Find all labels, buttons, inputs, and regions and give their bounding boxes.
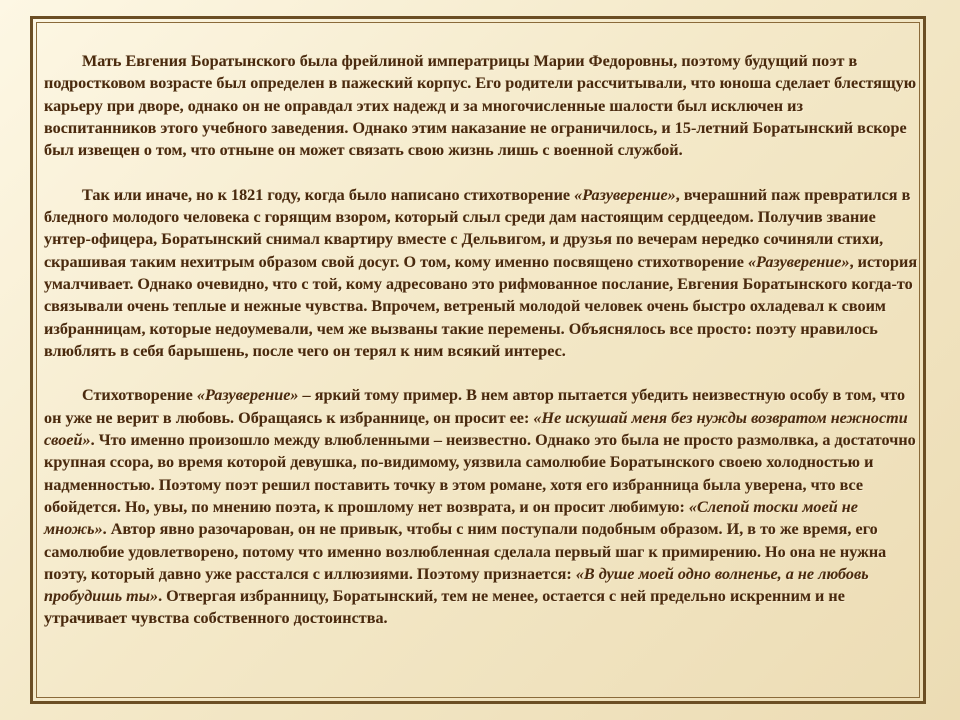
poem-title: «Разуверение» bbox=[747, 252, 850, 271]
poem-title: «Разуверение» bbox=[196, 386, 299, 405]
poem-quote: «Не искушай меня без нужды возвратом нежности своей» bbox=[44, 408, 908, 450]
poem-quote: «В душе моей одно волненье, а не любовь пробудишь ты» bbox=[44, 564, 869, 606]
poem-quote: «Слепой тоски моей не множь» bbox=[44, 497, 858, 539]
poem-title: «Разуверение» bbox=[574, 185, 676, 204]
paragraph-2 bbox=[44, 184, 918, 362]
text-run: Так или иначе, но к 1821 году, когда было написано стихотворение bbox=[82, 185, 575, 204]
text-run: , вчерашний паж превратился в бледного молодого человека с горящим взором, который слыл среди дам настоящим сердцеедом. Получив звание унтер-офицера, Боратынский снимал квартиру вместе с Дельвигом, и друзья по вечерам нередко сочиняли стихи, скрашивая таким нехитрым образом свой досуг. О том, кому именно посвящено стихотворение bbox=[44, 185, 911, 271]
text-run: Мать Евгения Боратынского была фрейлиной императрицы Марии Федоровны, поэтому будущий поэт в подростковом возрасте был определен в пажеский корпус. Его родители рассчитывали, что юноша сделает блестящую карьеру при дворе, однако он не оправдал этих надежд и за многочисленные шалости был исключен из воспитанников этого учебного заведения. Однако этим наказание не ограничилось, и 15-летний Боратынский вскоре был извещен о том, что отныне он может связать свою жизнь лишь с военной службой. bbox=[44, 52, 917, 160]
paragraph-1 bbox=[44, 50, 918, 161]
text-run: , история умалчивает. Однако очевидно, что с той, кому адресовано это рифмованное послание, Евгения Боратынского когда-то связывали очень теплые и нежные чувства. Впрочем, ветреный молодой человек очень быстро охладевал к своим избранницам, которые недоумевали, чем же вызваны такие перемены. Объяснялось все просто: поэту нравилось влюблять в себя барышень, после чего он терял к ним всякий интерес. bbox=[44, 252, 918, 360]
text-run: . Автор явно разочарован, он не привык, чтобы с ним поступали подобным образом. И, в то же время, его самолюбие удовлетворено, потому что именно возлюбленная сделала первый шаг к примирению. Но она не нужна поэту, который давно уже расстался с иллюзиями. Поэтому признается: bbox=[44, 520, 887, 583]
text-run: . Что именно произошло между влюбленными – неизвестно. Однако это была не просто размолвка, а достаточно крупная ссора, во время которой девушка, по-видимому, уязвила самолюбие Боратынского своею холодностью и надменностью. Поэтому поэт решил поставить точку в этом романе, хотя его избранница была уверена, что все обойдется. Но, увы, по мнению поэта, к прошлому нет возврата, и он просит любимую: bbox=[44, 431, 916, 516]
text-run: Стихотворение bbox=[82, 386, 197, 405]
paragraph-3 bbox=[44, 384, 918, 629]
article-text bbox=[44, 50, 918, 630]
text-run: . Отвергая избранницу, Боратынский, тем не менее, остается с ней предельно искренним и не утрачивает чувства собственного достоинства. bbox=[44, 587, 845, 628]
text-run: – яркий тому пример. В нем автор пытается убедить неизвестную особу в том, что он уже не верит в любовь. Обращаясь к избраннице, он просит ее: bbox=[44, 386, 906, 427]
